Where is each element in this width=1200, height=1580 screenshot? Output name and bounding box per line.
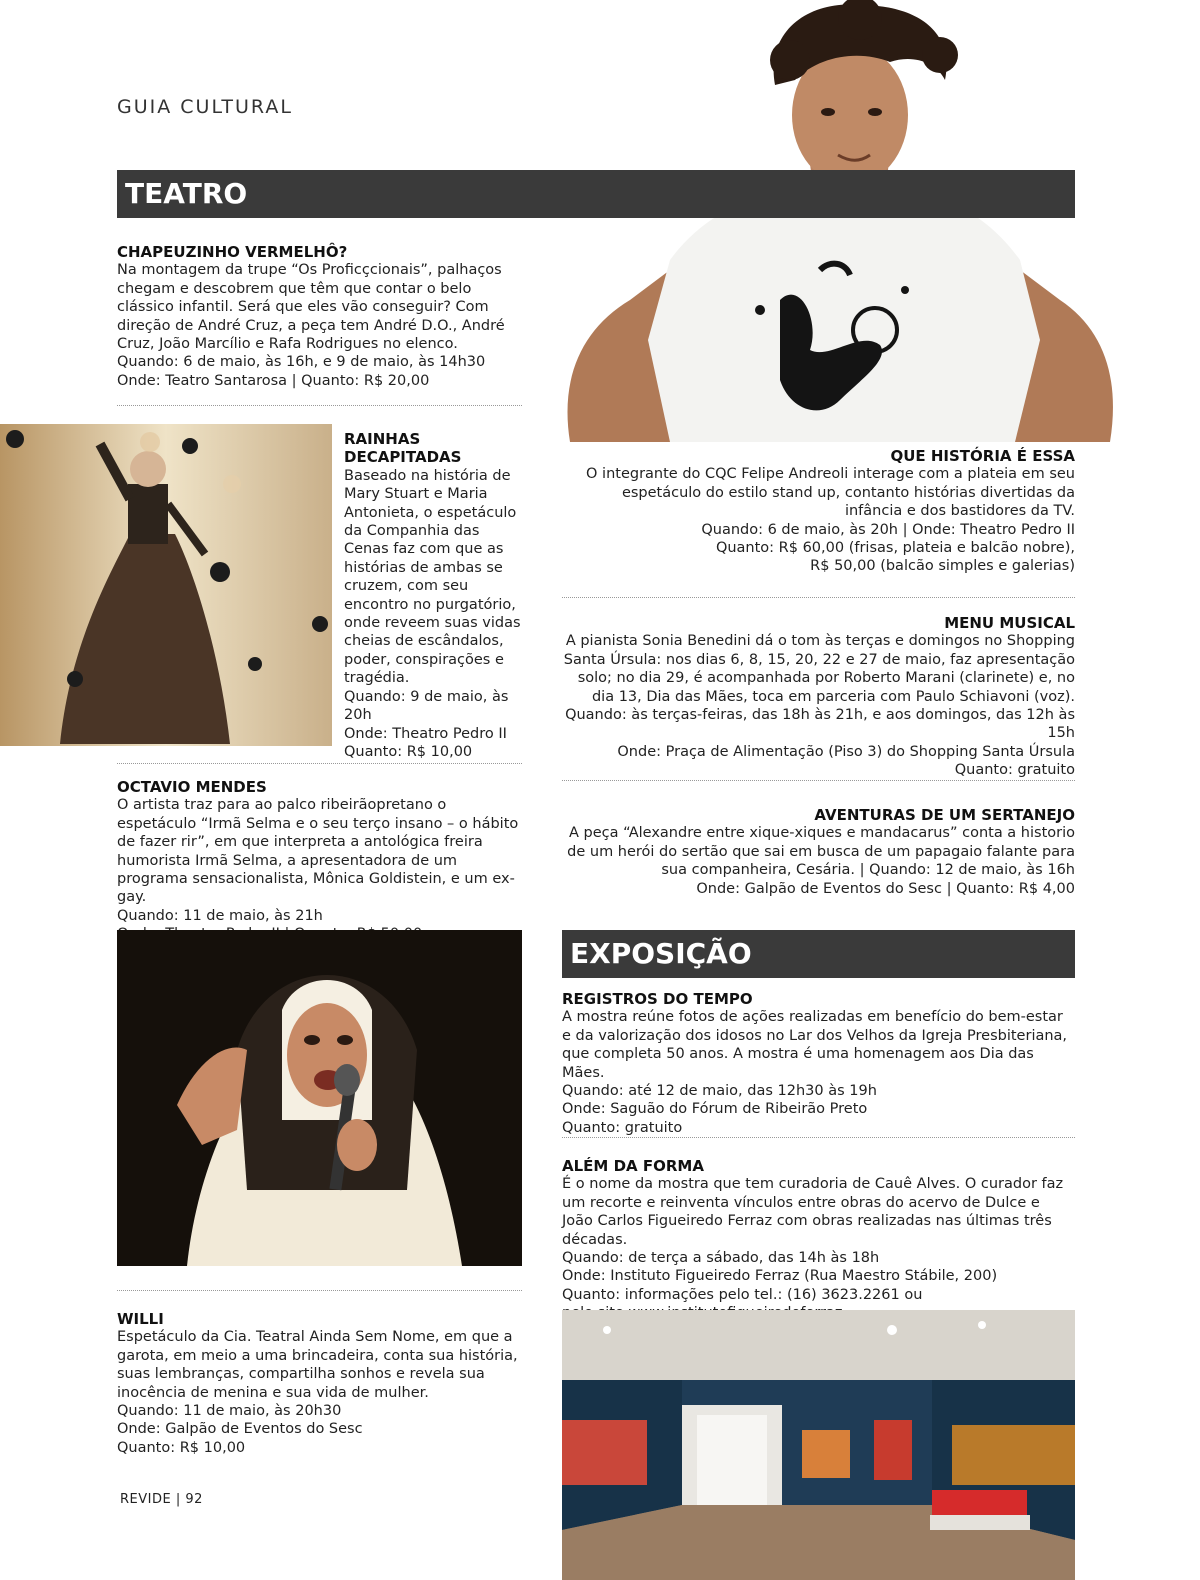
event-price: Quanto: R$ 60,00 (frisas, plateia e balcão nobre), [715,540,1075,557]
event-when: Quando: de terça a sábado, das 14h às 18h [562,1250,880,1267]
event-when-where: Quando: 6 de maio, às 20h | Onde: Theatro Pedro II [701,521,1075,538]
event-title: WILLI [117,1310,164,1328]
event-que-historia [562,447,1075,576]
event-title: OCTAVIO MENDES [117,778,267,796]
event-title: REGISTROS DO TEMPO [562,990,753,1008]
event-when: Quando: 6 de maio, às 16h, e 9 de maio, às 14h30 [117,354,486,371]
event-where-price: Onde: Galpão de Eventos do Sesc | Quanto: R$ 4,00 [696,880,1075,897]
event-description: Na montagem da trupe “Os Proficçcionais”, palhaços chegam e descobrem que têm que contar o belo clássico infantil. Será que eles vão conseguir? Com direção de André Cruz, a peça tem André D.O., André Cruz, João Marcílio e Rafa Rodrigues no elenco. [117,262,505,353]
event-description: A peça “Alexandre entre xique-xiques e mandacarus” conta a historio de um herói do sertão que sai em busca de um papagaio falante para sua companheira, Cesária. | Quando: 12 de maio, às 16h [567,825,1075,879]
event-title: ALÉM DA FORMA [562,1157,704,1175]
event-when: Quando: 9 de maio, às 20h [344,688,509,724]
event-when: Quando: até 12 de maio, das 12h30 às 19h [562,1083,877,1100]
photo-gallery-exhibition [562,1310,1075,1580]
divider [562,1137,1075,1138]
event-when: Quando: às terças-feiras, das 18h às 21h, e aos domingos, das 12h às 15h [565,707,1075,742]
event-when: Quando: 11 de maio, às 21h [117,907,323,924]
event-octavio [117,778,522,944]
page-footer: REVIDE | 92 [120,1492,203,1507]
event-aventuras [562,806,1075,898]
event-where: Onde: Instituto Figueiredo Ferraz (Rua Maestro Stábile, 200) [562,1268,998,1285]
event-where-price: Onde: Teatro Santarosa | Quanto: R$ 20,00 [117,372,430,389]
event-price: Quanto: R$ 10,00 [344,743,473,760]
event-description: A mostra reúne fotos de ações realizadas em benefício do bem-estar e da valorização dos idosos no Lar dos Velhos da Igreja Presbiteriana, que completa 50 anos. A mostra é uma homenagem aos Dia das Mães. [562,1009,1068,1081]
event-description: O artista traz para ao palco ribeirãopretano o espetáculo “Irmã Selma e o seu terço insano – o hábito de fazer rir”, em que interpreta a antológica freira humorista Irmã Selma, a apresentadora de um programa sensacionalista, Mônica Goldistein, e um ex-gay. [117,797,519,906]
event-price: Quanto: R$ 10,00 [117,1439,246,1456]
hero-photo-comedian [560,0,1120,442]
event-description: Baseado na história de Mary Stuart e Maria Antonieta, o espetáculo da Companhia das Cenas faz com que as histórias de ambas se cruzem, com seu encontro no purgatório, onde reveem suas vidas cheias de escândalos, poder, conspirações e tragédia. [344,467,521,687]
event-where: Onde: Galpão de Eventos do Sesc [117,1421,363,1438]
event-price: Quanto: gratuito [954,762,1075,779]
section-title-exposicao: EXPOSIÇÃO [562,930,1075,978]
event-registros [562,990,1075,1137]
event-price: Quanto: informações pelo tel.: (16) 3623.2261 ou [562,1286,923,1303]
event-title: RAINHAS DECAPITADAS [344,430,462,467]
photo-rainhas-decapitadas [0,424,332,746]
event-title: CHAPEUZINHO VERMELHÔ? [117,243,348,261]
event-where: Onde: Praça de Alimentação (Piso 3) do Shopping Santa Úrsula [617,743,1075,760]
divider [562,780,1075,781]
event-rainhas [344,430,524,761]
event-title: QUE HISTÓRIA É ESSA [890,447,1075,465]
section-title-teatro: TEATRO [117,170,1075,218]
event-price-alt: R$ 50,00 (balcão simples e galerias) [810,558,1075,575]
divider [117,405,522,406]
divider [117,763,522,764]
section-kicker: GUIA CULTURAL [117,96,293,118]
event-willi [117,1310,522,1457]
event-description: Espetáculo da Cia. Teatral Ainda Sem Nome, em que a garota, em meio a uma brincadeira, conta sua história, suas lembranças, compartilha sonhos e revela sua inocência de menina e sua vida de mulher. [117,1329,518,1401]
event-title: MENU MUSICAL [944,614,1075,632]
event-title: AVENTURAS DE UM SERTANEJO [814,806,1075,824]
event-description: O integrante do CQC Felipe Andreoli interage com a plateia em seu espetáculo do estilo stand up, contanto histórias divertidas da infância e dos bastidores da TV. [586,466,1075,520]
event-price: Quanto: gratuito [562,1119,683,1136]
event-alem-da-forma [562,1157,1075,1323]
event-description: A pianista Sonia Benedini dá o tom às terças e domingos no Shopping Santa Úrsula: nos dias 6, 8, 15, 20, 22 e 27 de maio, faz apresentação solo; no dia 29, é acompanhada por Roberto Marani (clarinete) e, no dia 13, Dia das Mães, toca em parceria com Paulo Schiavoni (voz). [563,633,1075,705]
event-where: Onde: Theatro Pedro II [344,725,507,742]
divider [117,1290,522,1291]
photo-irma-selma [117,930,522,1266]
event-menu-musical [562,614,1075,780]
event-when: Quando: 11 de maio, às 20h30 [117,1403,342,1420]
event-description: É o nome da mostra que tem curadoria de Cauê Alves. O curador faz um recorte e reinventa vínculos entre obras do acervo de Dulce e João Carlos Figueiredo Ferraz com obras realizadas nas últimas três décadas. [562,1176,1064,1248]
event-chapeuzinho [117,243,522,390]
divider [562,597,1075,598]
event-where: Onde: Saguão do Fórum de Ribeirão Preto [562,1101,868,1118]
